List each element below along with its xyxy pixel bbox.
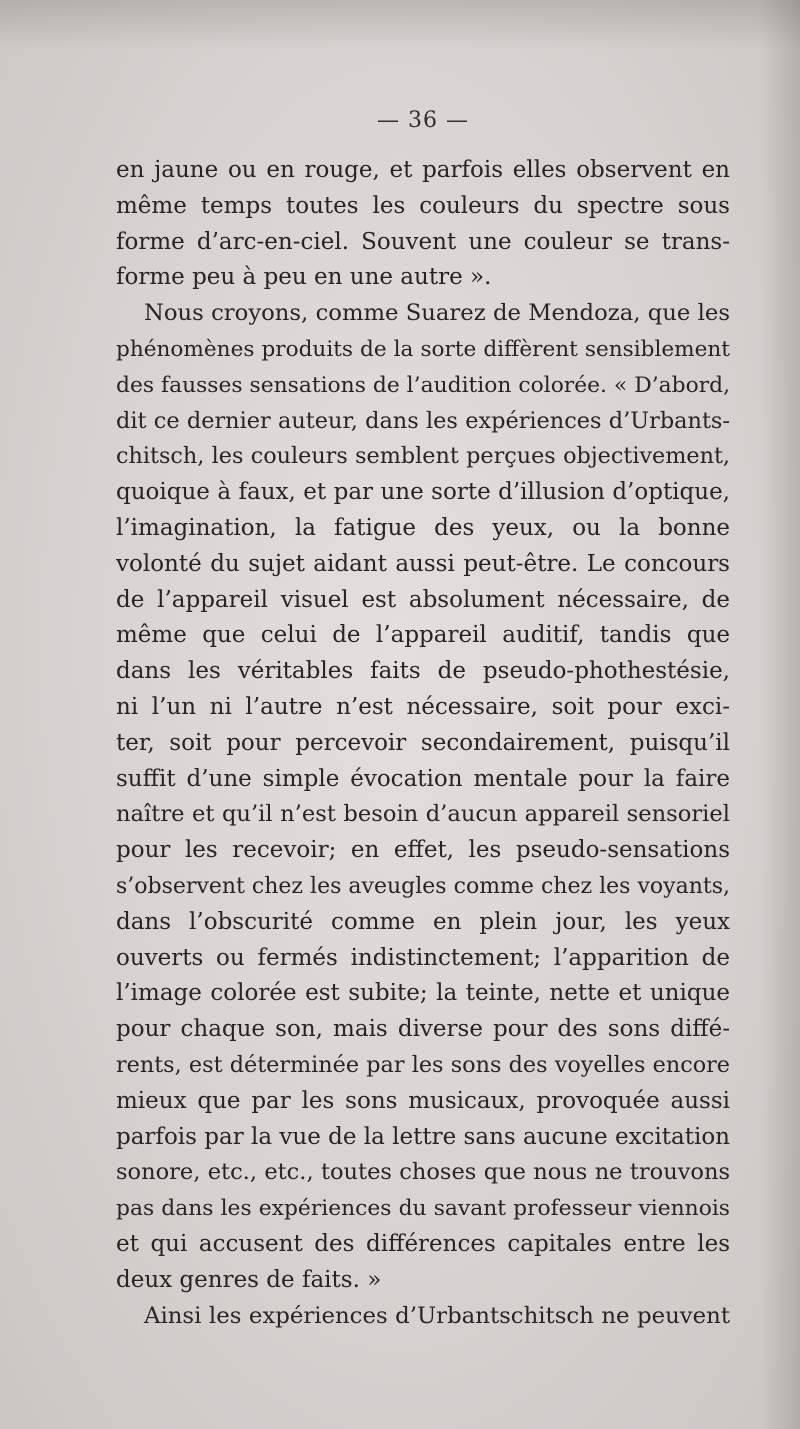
text-line: pas dans les expériences du savant professeur viennois [116,1196,730,1222]
page-number: — 36 — [377,108,469,133]
text-line: ni l’un ni l’autre n’est nécessaire, soit pour exci- [116,693,730,720]
text-line: Nous croyons, comme Suarez de Mendoza, que les [144,300,730,327]
text-line: même que celui de l’appareil auditif, tandis que [116,622,730,649]
text-line: mieux que par les sons musicaux, provoquée aussi [116,1087,730,1114]
body-text [116,153,730,1334]
text-line: suffit d’une simple évocation mentale pour la faire [116,765,730,792]
text-line: l’image colorée est subite; la teinte, nette et unique [116,980,730,1007]
text-line: Ainsi les expériences d’Urbantschitsch ne peuvent [144,1302,730,1329]
text-line: sonore, etc., etc., toutes choses que nous ne trouvons [116,1159,730,1186]
text-line: parfois par la vue de la lettre sans aucune excitation [116,1123,730,1150]
text-line: même temps toutes les couleurs du spectre sous [116,192,730,219]
text-line: dans les véritables faits de pseudo-phothestésie, [116,658,730,685]
text-line: pour chaque son, mais diverse pour des sons diffé- [116,1016,730,1043]
text-line: phénomènes produits de la sorte diffèrent sensiblement [116,336,730,362]
text-line: forme d’arc-en-ciel. Souvent une couleur se trans- [116,228,730,255]
text-line: des fausses sensations de l’audition colorée. « D’abord, [116,372,730,398]
text-line: l’imagination, la fatigue des yeux, ou la bonne [116,514,730,541]
text-line: volonté du sujet aidant aussi peut-être. Le concours [116,550,730,577]
text-line: s’observent chez les aveugles comme chez les voyants, [116,873,730,899]
text-line: et qui accusent des différences capitales entre les [116,1230,730,1257]
text-line: pour les recevoir; en effet, les pseudo-sensations [116,837,730,864]
text-line: chitsch, les couleurs semblent perçues objectivement, [116,443,730,470]
text-line: ter, soit pour percevoir secondairement, puisqu’il [116,729,730,756]
text-line: dans l’obscurité comme en plein jour, les yeux [116,908,730,935]
text-line: naître et qu’il n’est besoin d’aucun appareil sensoriel [116,801,730,828]
text-line: rents, est déterminée par les sons des voyelles encore [116,1051,730,1078]
text-line: ouverts ou fermés indistinctement; l’apparition de [116,944,730,971]
text-line: de l’appareil visuel est absolument nécessaire, de [116,586,730,613]
text-line: quoique à faux, et par une sorte d’illusion d’optique, [116,479,730,506]
text-line: forme peu à peu en une autre ». [116,264,492,291]
text-line: dit ce dernier auteur, dans les expériences d’Urbants- [116,407,730,434]
text-line: en jaune ou en rouge, et parfois elles observent en [116,157,730,183]
text-line: deux genres de faits. » [116,1266,382,1293]
